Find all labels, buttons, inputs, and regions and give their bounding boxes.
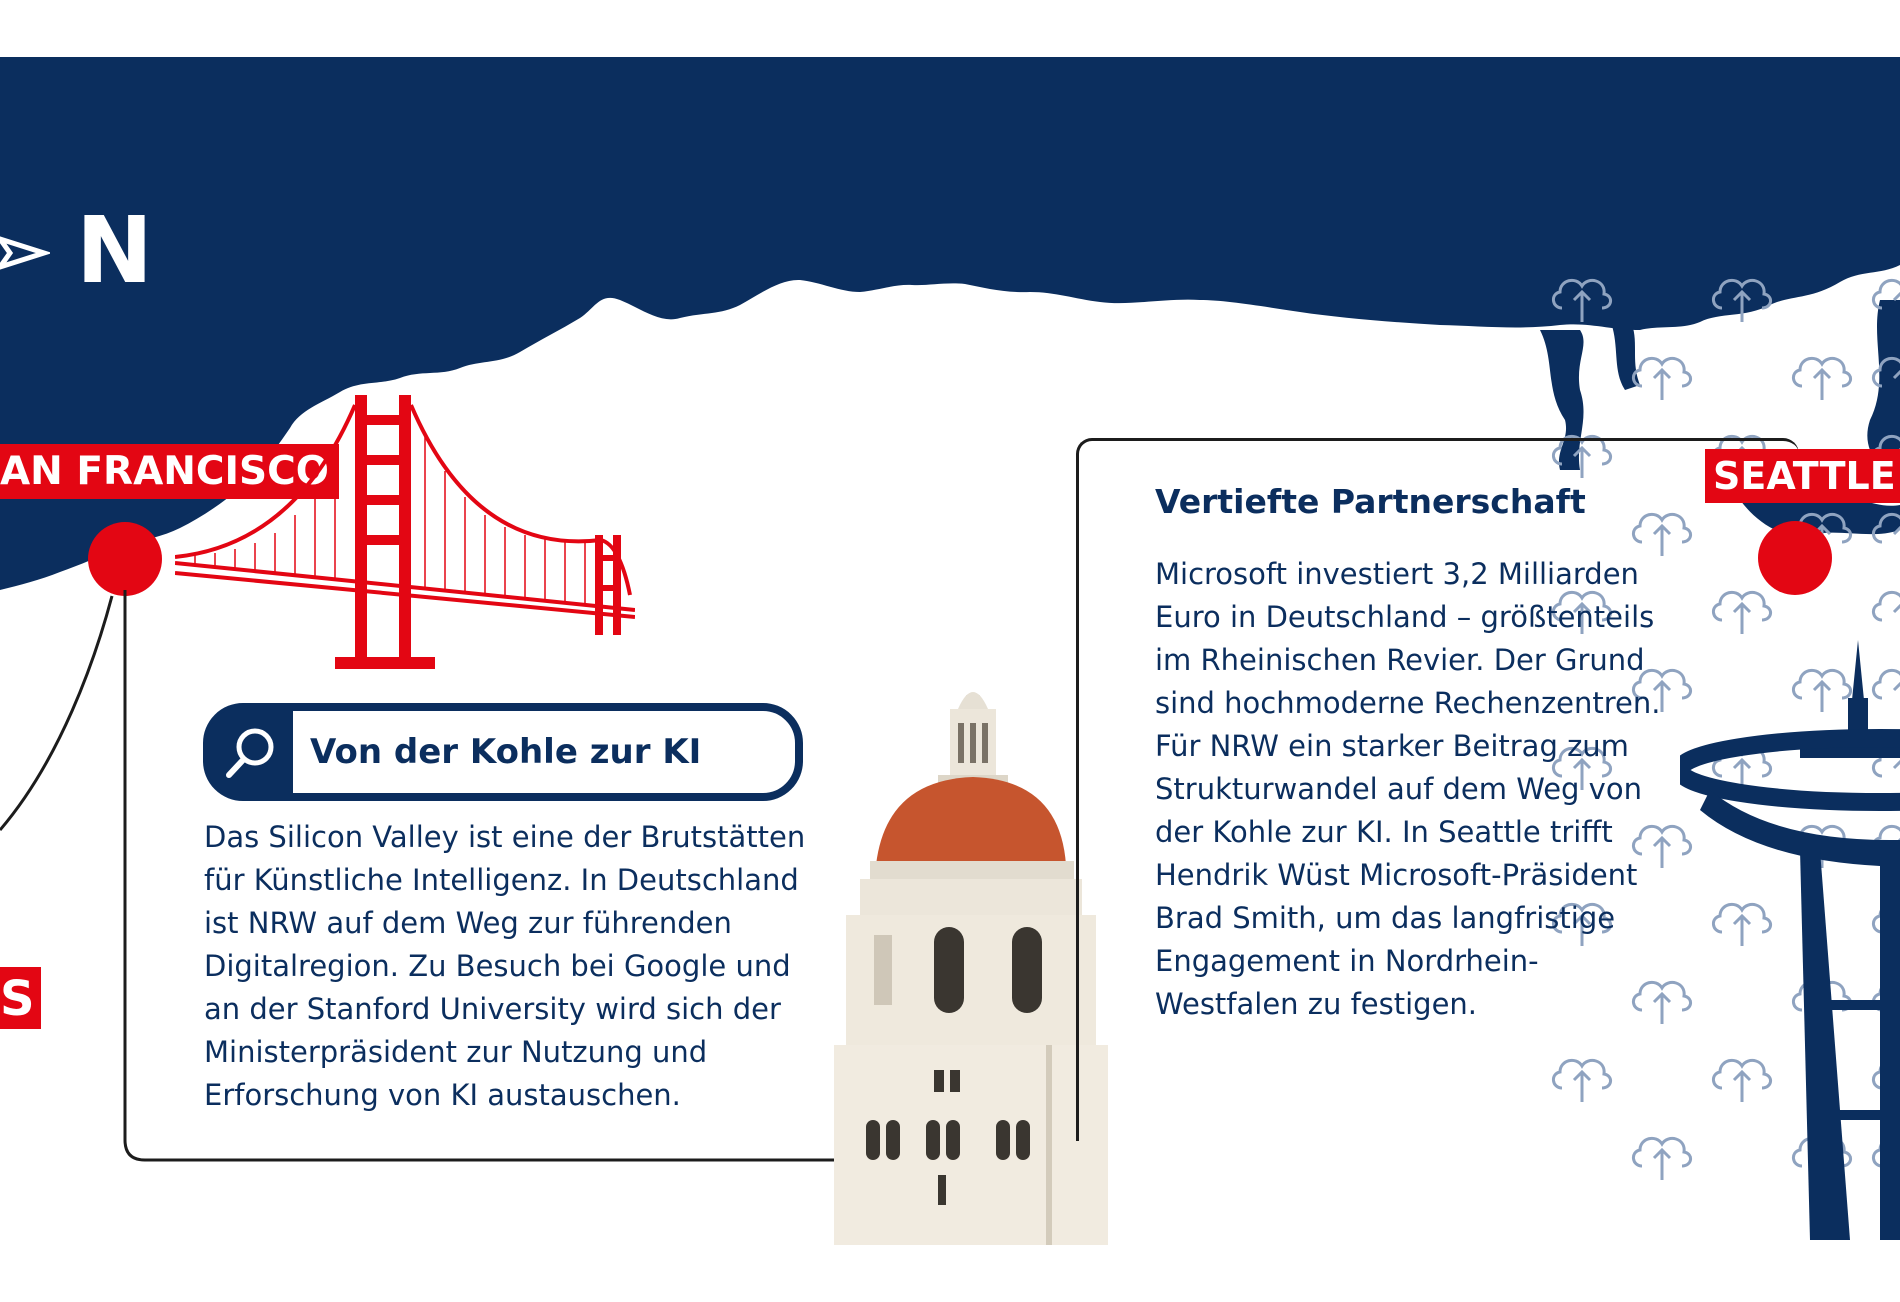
city-label-san-francisco: AN FRANCISCO [0,444,339,499]
card-left-line: Erforschung von KI austauschen. [204,1078,681,1112]
card-right-line: Euro in Deutschland – größtenteils [1155,600,1655,634]
card-right-line: sind hochmoderne Rechenzentren. [1155,686,1661,720]
card-left-line: Digitalregion. Zu Besuch bei Google und [204,949,791,983]
card-left-title: Von der Kohle zur KI [310,732,702,772]
magnifier-icon [203,703,293,801]
card-right-line: Hendrik Wüst Microsoft-Präsident [1155,858,1638,892]
compass-letter: N [76,197,153,304]
card-right-line: der Kohle zur KI. In Seattle trifft [1155,815,1613,849]
card-right-line: Westfalen zu festigen. [1155,987,1478,1021]
space-needle-icon [1680,640,1900,1240]
card-right-line: im Rheinischen Revier. Der Grund [1155,643,1645,677]
card-right-line: Strukturwandel auf dem Weg von [1155,772,1642,806]
card-left-line: an der Stanford University wird sich der [204,992,781,1026]
golden-gate-bridge-icon [175,395,635,675]
card-left-line: ist NRW auf dem Weg zur führenden [204,906,732,940]
hoover-tower-icon [826,665,1116,1245]
card-left-line: für Künstliche Intelligenz. In Deutschland [204,863,799,897]
card-left-line: Ministerpräsident zur Nutzung und [204,1035,708,1069]
card-left-line: Das Silicon Valley ist eine der Brutstätten [204,820,806,854]
map-pin-seattle [1758,521,1832,595]
search-pill-cap [203,703,293,801]
card-right-line: Engagement in Nordrhein- [1155,944,1539,978]
card-right-line: Brad Smith, um das langfristige [1155,901,1616,935]
card-right-title: Vertiefte Partnerschaft [1155,482,1586,521]
city-label-seattle: SEATTLE [1705,449,1900,503]
card-right-line: Für NRW ein starker Beitrag zum [1155,729,1629,763]
city-label-partial: S [0,967,41,1029]
card-right-line: Microsoft investiert 3,2 Milliarden [1155,557,1639,591]
